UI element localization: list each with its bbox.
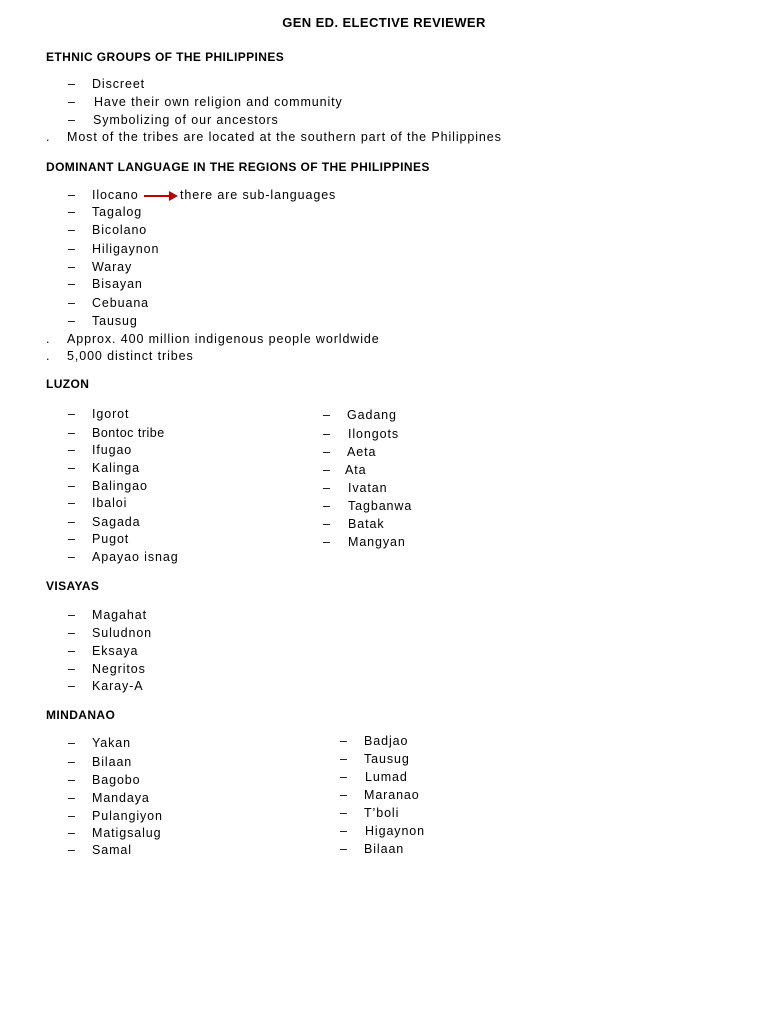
dash-bullet: – — [68, 443, 76, 457]
dash-bullet: – — [68, 77, 76, 91]
dash-bullet: – — [68, 223, 76, 237]
dash-bullet: – — [340, 806, 348, 820]
dash-bullet: – — [68, 260, 76, 274]
list-item-text: Mandaya — [92, 791, 150, 805]
list-item-text: Sagada — [92, 515, 141, 529]
list-item-text: Have their own religion and community — [94, 95, 343, 109]
list-item-text: Matigsalug — [92, 826, 162, 840]
list-item-text: Magahat — [92, 608, 147, 622]
list-item-text: Ilocano — [92, 188, 139, 202]
list-item-text: Bagobo — [92, 773, 141, 787]
list-item-text: Mangyan — [348, 535, 406, 549]
dash-bullet: – — [68, 679, 76, 693]
list-item-text: Hiligaynon — [92, 242, 160, 256]
dash-bullet: – — [323, 499, 331, 513]
list-item-text: Aeta — [347, 445, 377, 459]
ethnic-groups-heading: ETHNIC GROUPS OF THE PHILIPPINES — [46, 50, 285, 64]
list-item-text: Ivatan — [348, 481, 388, 495]
note-text: Most of the tribes are located at the southern part of the Philippines — [67, 130, 502, 144]
dash-bullet: – — [340, 788, 348, 802]
dominant-language-heading: DOMINANT LANGUAGE IN THE REGIONS OF THE PHILIPPINES — [46, 160, 430, 174]
dash-bullet: – — [68, 479, 76, 493]
ilocano-note: there are sub-languages — [180, 188, 337, 202]
list-item-text: Waray — [92, 260, 133, 274]
dash-bullet: – — [340, 842, 348, 856]
dash-bullet: – — [68, 809, 76, 823]
dash-bullet: – — [340, 734, 348, 748]
dash-bullet: – — [68, 626, 76, 640]
list-item-text: Yakan — [92, 736, 132, 750]
dash-bullet: – — [68, 755, 76, 769]
list-item-text: Apayao isnag — [92, 550, 179, 564]
list-item-text: Higaynon — [365, 824, 426, 838]
dot-bullet: . — [46, 349, 51, 363]
note-text: 5,000 distinct tribes — [67, 349, 194, 363]
list-item-text: Kalinga — [92, 461, 140, 475]
dash-bullet: – — [323, 535, 331, 549]
list-item-text: Negritos — [92, 662, 146, 676]
list-item-text: Symbolizing of our ancestors — [93, 113, 279, 127]
luzon-heading: LUZON — [46, 377, 90, 391]
dash-bullet: – — [68, 736, 76, 750]
dash-bullet: – — [68, 843, 76, 857]
list-item-text: T’boli — [364, 806, 400, 820]
list-item-text: Igorot — [92, 407, 130, 421]
list-item-text: Gadang — [347, 408, 397, 422]
list-item-text: Ilongots — [348, 427, 399, 441]
dash-bullet: – — [340, 770, 348, 784]
document-title: GEN ED. ELECTIVE REVIEWER — [282, 15, 486, 30]
list-item-text: Tagbanwa — [348, 499, 413, 513]
list-item-text: Lumad — [365, 770, 408, 784]
list-item-text: Cebuana — [92, 296, 150, 310]
list-item-text: Karay-A — [92, 679, 144, 693]
dash-bullet: – — [68, 515, 76, 529]
list-item-text: Balingao — [92, 479, 148, 493]
list-item-text: Ifugao — [92, 443, 133, 457]
dash-bullet: – — [323, 445, 331, 459]
dot-bullet: . — [46, 130, 51, 144]
list-item-text: Eksaya — [92, 644, 139, 658]
note-text: Approx. 400 million indigenous people worldwide — [67, 332, 380, 346]
dash-bullet: – — [68, 113, 76, 127]
dash-bullet: – — [340, 752, 348, 766]
dash-bullet: – — [340, 824, 348, 838]
list-item-text: Samal — [92, 843, 132, 857]
dash-bullet: – — [68, 314, 76, 328]
dash-bullet: – — [68, 242, 76, 256]
list-item-text: Badjao — [364, 734, 409, 748]
list-item-text: Bontoc tribe — [92, 426, 165, 440]
dash-bullet: – — [68, 426, 76, 440]
dash-bullet: – — [68, 296, 76, 310]
dash-bullet: – — [68, 773, 76, 787]
list-item-text: Tausug — [364, 752, 410, 766]
list-item-text: Pulangiyon — [92, 809, 163, 823]
list-item-text: Bisayan — [92, 277, 143, 291]
dash-bullet: – — [323, 517, 331, 531]
list-item-text: Maranao — [364, 788, 420, 802]
list-item-text: Bilaan — [92, 755, 133, 769]
dash-bullet: – — [68, 532, 76, 546]
dash-bullet: – — [323, 427, 331, 441]
dash-bullet: – — [68, 644, 76, 658]
dash-bullet: – — [323, 463, 331, 477]
list-item-text: Tausug — [92, 314, 138, 328]
list-item-text: Batak — [348, 517, 385, 531]
dash-bullet: – — [68, 791, 76, 805]
list-item-text: Bilaan — [364, 842, 405, 856]
visayas-heading: VISAYAS — [46, 579, 100, 593]
dash-bullet: – — [68, 662, 76, 676]
list-item-text: Ibaloi — [92, 496, 128, 510]
list-item-text: Bicolano — [92, 223, 148, 237]
list-item-text: Ata — [345, 463, 367, 477]
dash-bullet: – — [68, 496, 76, 510]
dash-bullet: – — [68, 826, 76, 840]
list-item-text: Tagalog — [92, 205, 143, 219]
dot-bullet: . — [46, 332, 51, 346]
list-item-text: Pugot — [92, 532, 130, 546]
dash-bullet: – — [323, 408, 331, 422]
dash-bullet: – — [323, 481, 331, 495]
dash-bullet: – — [68, 277, 76, 291]
dash-bullet: – — [68, 608, 76, 622]
list-item-text: Discreet — [92, 77, 146, 91]
list-item-text: Suludnon — [92, 626, 153, 640]
dash-bullet: – — [68, 461, 76, 475]
dash-bullet: – — [68, 407, 76, 421]
mindanao-heading: MINDANAO — [46, 708, 116, 722]
dash-bullet: – — [68, 205, 76, 219]
dash-bullet: – — [68, 95, 76, 109]
dash-bullet: – — [68, 188, 76, 202]
dash-bullet: – — [68, 550, 76, 564]
